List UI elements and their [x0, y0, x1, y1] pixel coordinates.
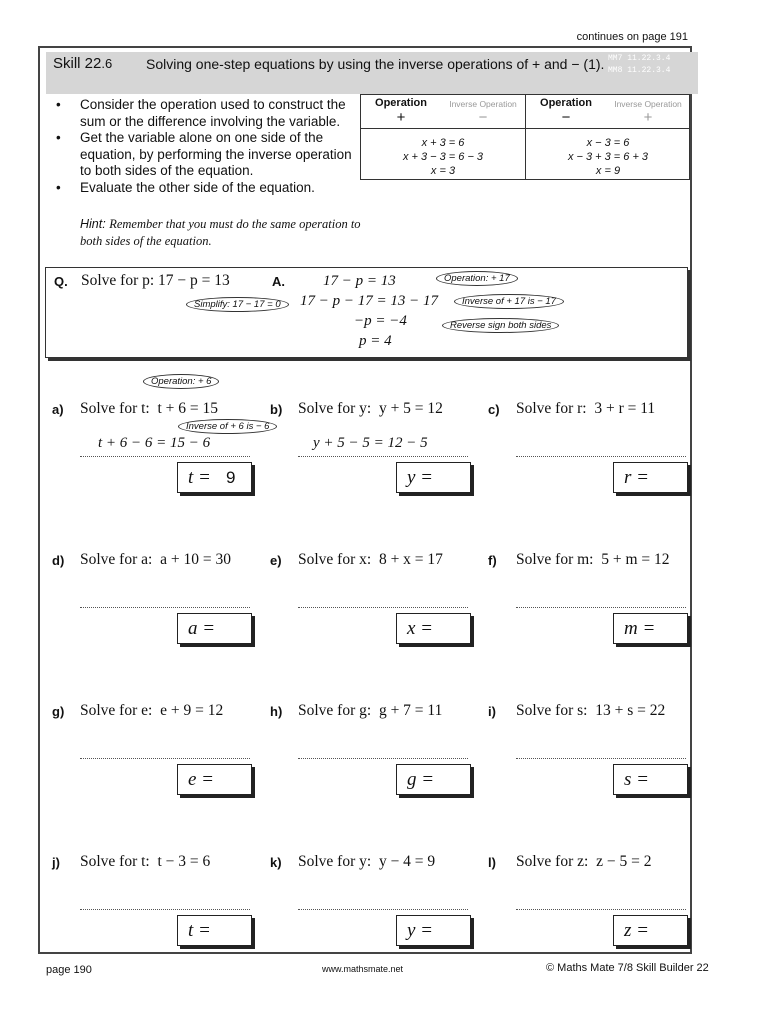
working-line — [298, 456, 468, 457]
answer-variable: x = — [407, 618, 434, 639]
answer-box[interactable] — [396, 462, 471, 493]
answer-box[interactable] — [613, 915, 688, 946]
answer-box[interactable] — [613, 613, 688, 644]
example-step: p = 4 — [359, 333, 392, 349]
answer-variable: z = — [624, 920, 649, 941]
problem-prompt: Solve for r: — [516, 400, 587, 417]
note-bubble: Operation: + 17 — [436, 271, 518, 286]
continues-note: continues on page 191 — [576, 31, 688, 43]
answer-variable: e = — [188, 769, 215, 790]
problem-label: h) — [270, 704, 283, 719]
note-bubble: Simplify: 17 − 17 = 0 — [186, 297, 289, 312]
worked-example — [45, 267, 688, 358]
example-step: 17 − p = 13 — [323, 273, 396, 289]
skill-number: Skill 22 — [53, 55, 102, 72]
hint-text: Remember that you must do the same operation to both sides of the equation. — [80, 217, 361, 248]
answer-variable: s = — [624, 769, 649, 790]
skill-title: Solving one-step equations by using the inverse operations of + and − (1). — [146, 56, 605, 72]
table-example-line: x + 3 − 3 = 6 − 3 — [402, 151, 484, 163]
problem-prompt: Solve for t: — [80, 400, 150, 417]
working-line — [298, 758, 468, 759]
problem-prompt: Solve for s: — [516, 702, 588, 719]
table-example-line: x − 3 + 3 = 6 + 3 — [567, 151, 649, 163]
answer-box[interactable] — [177, 764, 252, 795]
code-mm8: MM8 11.22.3.4 — [608, 66, 671, 75]
problem-equation: g + 7 = 11 — [378, 702, 443, 719]
answer-variable: r = — [624, 467, 649, 488]
answer-box[interactable] — [396, 613, 471, 644]
answer-box[interactable] — [177, 915, 252, 946]
working-line — [80, 909, 250, 910]
problem-question — [298, 400, 443, 418]
answer-box[interactable] — [396, 764, 471, 795]
answer-box[interactable] — [613, 764, 688, 795]
problem-question — [80, 400, 218, 418]
problem-equation: y − 4 = 9 — [378, 853, 436, 870]
answer-box[interactable] — [396, 915, 471, 946]
example-step: 17 − p − 17 = 13 − 17 — [300, 293, 438, 309]
plus-symbol: + — [643, 109, 653, 126]
hint-label: Hint: — [80, 217, 106, 231]
working-line — [80, 758, 250, 759]
answer-value: 9 — [226, 468, 236, 487]
answer-variable: m = — [624, 618, 656, 639]
example-question: Solve for p: 17 − p = 13 — [81, 272, 230, 289]
curriculum-codes — [608, 53, 670, 77]
problem-label: j) — [52, 855, 60, 870]
table-example-line: x = 9 — [595, 165, 621, 177]
problem-prompt: Solve for m: — [516, 551, 594, 568]
working-line — [516, 909, 686, 910]
worked-line-a: t + 6 − 6 = 15 − 6 — [98, 435, 211, 451]
table-example-line: x − 3 = 6 — [586, 137, 630, 149]
working-line — [298, 607, 468, 608]
problem-equation: 13 + s = 22 — [595, 702, 666, 719]
website-url: www.mathsmate.net — [322, 964, 404, 974]
skill-sub: .6 — [101, 56, 113, 71]
answer-variable: y = — [407, 467, 434, 488]
problem-equation: z − 5 = 2 — [596, 853, 652, 870]
note-bubble: Inverse of + 17 is − 17 — [454, 294, 564, 309]
problem-equation: y + 5 = 12 — [378, 400, 443, 417]
minus-symbol: − — [561, 109, 571, 126]
answer-box[interactable] — [177, 462, 252, 493]
instruction-item: • Consider the operation used to construct the sum or the difference involving the variable. — [56, 97, 361, 130]
problem-question — [516, 551, 670, 569]
problem-prompt: Solve for y: — [298, 853, 372, 870]
working-line — [298, 909, 468, 910]
hint — [80, 216, 370, 250]
table-divider — [361, 128, 689, 129]
problem-equation: a + 10 = 30 — [160, 551, 231, 568]
problem-prompt: Solve for e: — [80, 702, 153, 719]
code-mm7: MM7 11.22.3.4 — [608, 54, 671, 63]
problem-label: c) — [488, 402, 500, 417]
problem-label: e) — [270, 553, 282, 568]
copyright: © Maths Mate 7/8 Skill Builder 22 — [546, 962, 709, 974]
problem-label: f) — [488, 553, 497, 568]
working-line — [80, 607, 250, 608]
problem-label: l) — [488, 855, 496, 870]
problem-equation: t − 3 = 6 — [157, 853, 211, 870]
note-bubble: Inverse of + 6 is − 6 — [178, 419, 277, 434]
answer-box[interactable] — [177, 613, 252, 644]
problem-question — [516, 400, 655, 418]
problem-equation: e + 9 = 12 — [160, 702, 224, 719]
question-label: Q. — [54, 274, 68, 289]
problem-prompt: Solve for t: — [80, 853, 150, 870]
problem-question — [80, 702, 223, 720]
problem-label: k) — [270, 855, 282, 870]
problem-equation: 5 + m = 12 — [601, 551, 670, 568]
problem-question — [298, 702, 442, 720]
problem-prompt: Solve for x: — [298, 551, 372, 568]
problem-equation: 3 + r = 11 — [594, 400, 656, 417]
problem-prompt: Solve for a: — [80, 551, 153, 568]
problem-prompt: Solve for g: — [298, 702, 372, 719]
plus-symbol: + — [396, 109, 406, 126]
instruction-item: • Get the variable alone on one side of the equation, by performing the inverse operation to both sides of the equation. — [56, 130, 361, 180]
problem-label: g) — [52, 704, 65, 719]
problem-label: i) — [488, 704, 496, 719]
answer-box[interactable] — [613, 462, 688, 493]
minus-symbol: − — [478, 109, 488, 126]
note-bubble: Operation: + 6 — [143, 374, 219, 389]
note-bubble: Reverse sign both sides — [442, 318, 559, 333]
problem-question — [80, 853, 210, 871]
table-example-line: x + 3 = 6 — [421, 137, 465, 149]
answer-variable: t = — [188, 467, 211, 488]
instruction-item: • Evaluate the other side of the equation. — [56, 180, 361, 197]
problem-label: b) — [270, 402, 283, 417]
problem-question — [80, 551, 231, 569]
problem-prompt: Solve for y: — [298, 400, 372, 417]
problem-prompt: Solve for z: — [516, 853, 589, 870]
problem-equation: 8 + x = 17 — [378, 551, 443, 568]
answer-variable: a = — [188, 618, 216, 639]
answer-variable: g = — [407, 769, 435, 790]
problem-question — [298, 551, 443, 569]
working-line — [516, 456, 686, 457]
skill-label — [53, 55, 112, 72]
working-line — [80, 456, 250, 457]
operation-table — [360, 94, 690, 180]
table-header: Inverse Operation — [614, 99, 682, 109]
working-line — [516, 607, 686, 608]
page-number: page 190 — [46, 964, 92, 976]
answer-variable: y = — [407, 920, 434, 941]
table-header: Operation — [375, 97, 427, 109]
problem-question — [298, 853, 435, 871]
problem-equation: t + 6 = 15 — [157, 400, 219, 417]
table-example-line: x = 3 — [430, 165, 456, 177]
answer-label: A. — [272, 274, 285, 289]
problem-label: a) — [52, 402, 64, 417]
working-line — [516, 758, 686, 759]
answer-variable: t = — [188, 920, 211, 941]
problem-label: d) — [52, 553, 65, 568]
example-step: −p = −4 — [354, 313, 407, 329]
table-header: Inverse Operation — [449, 99, 517, 109]
problem-question — [516, 853, 651, 871]
instruction-list — [56, 97, 361, 196]
problem-question — [516, 702, 665, 720]
worked-line-b: y + 5 − 5 = 12 − 5 — [313, 435, 428, 451]
table-header: Operation — [540, 97, 592, 109]
